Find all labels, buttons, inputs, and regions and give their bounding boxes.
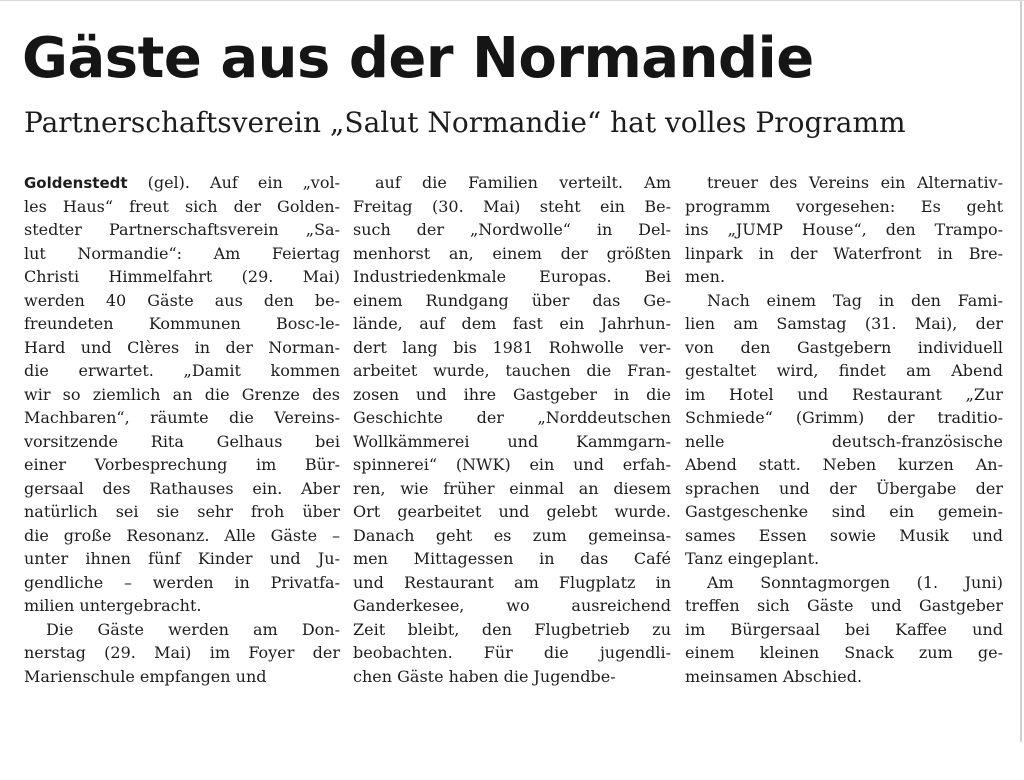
text-line: Geschichte der „Norddeutschen <box>353 408 671 427</box>
text-line-rest: (gel). Auf ein „vol- <box>147 173 340 192</box>
article-column-1 <box>24 171 340 742</box>
text-line: men Mittagessen in das Café <box>353 549 671 568</box>
text-line: dert lang bis 1981 Rohwolle ver- <box>353 337 671 357</box>
paragraph <box>24 618 340 689</box>
text-line: such der „Nordwolle“ in Del- <box>353 220 671 239</box>
text-line: Danach geht es zum gemeinsa- <box>353 525 671 545</box>
text-line: Die Gäste werden am Don- <box>46 619 340 639</box>
text-line: treuer des Vereins ein Alternativ- <box>707 173 1003 192</box>
text-line: nerstag (29. Mai) im Foyer der <box>24 643 340 662</box>
text-line: arbeitet wurde, tauchen die Fran- <box>353 361 671 380</box>
text-line: Machbaren“, räumte die Vereins- <box>24 408 340 427</box>
text-line: sprachen und der Übergabe der <box>685 478 1003 498</box>
headline: Gäste aus der Normandie <box>22 26 814 91</box>
text-line: treffen sich Gäste und Gastgeber <box>685 596 1003 615</box>
text-line: von den Gastgebern individuell <box>685 337 1003 357</box>
text-line: Zeit bleibt, den Flugbetrieb zu <box>353 619 671 639</box>
text-line: Am Sonntagmorgen (1. Juni) <box>707 572 1003 592</box>
text-line: auf die Familien verteilt. Am <box>375 173 671 192</box>
text-line: ins „JUMP House“, den Trampo- <box>685 220 1003 239</box>
text-line: Nach einem Tag in den Fami- <box>707 290 1003 310</box>
text-line: Tanz eingeplant. <box>685 549 820 568</box>
text-line: im Hotel und Restaurant „Zur <box>685 384 1003 404</box>
text-line: spinnerei“ (NWK) ein und erfah- <box>353 455 671 474</box>
text-line: Gastgeschenke sind ein gemein- <box>685 502 1003 521</box>
clipping-edge <box>1020 1 1022 742</box>
text-line: Ganderkesee, wo ausreichend <box>353 596 671 615</box>
text-line: lien am Samstag (31. Mai), der <box>685 314 1003 333</box>
text-line: sames Essen sowie Musik und <box>685 525 1003 545</box>
text-line: men. <box>685 267 726 286</box>
paragraph <box>685 289 1003 571</box>
text-line: zosen und ihre Gastgeber in die <box>353 384 671 404</box>
text-line: programm vorgesehen: Es geht <box>685 196 1003 216</box>
text-line: einer Vorbesprechung im Bür- <box>24 455 340 474</box>
text-line: lände, auf dem fast ein Jahrhun- <box>353 314 671 333</box>
text-line: Ort gearbeitet und gelebt wurde. <box>353 502 671 521</box>
text-line: gersaal des Rathauses ein. Aber <box>24 478 340 498</box>
text-line: Industriedenkmale Europas. Bei <box>353 267 671 286</box>
text-line <box>24 171 340 195</box>
text-line: les Haus“ freut sich der Golden- <box>24 196 340 216</box>
text-line: ren, wie früher einmal an diesem <box>353 478 671 498</box>
dateline: Goldenstedt <box>24 174 128 192</box>
text-line: und Restaurant am Flugplatz in <box>353 572 671 592</box>
text-line: meinsamen Abschied. <box>685 666 863 686</box>
text-line: unter ihnen fünf Kinder und Ju- <box>24 549 340 568</box>
text-line: chen Gäste haben die Jugendbe- <box>353 666 616 686</box>
text-line: stedter Partnerschaftsverein „Sa- <box>24 220 340 239</box>
text-line: Marienschule empfangen und <box>24 666 267 686</box>
subheadline: Partnerschaftsverein „Salut Normandie“ hat volles Programm <box>24 106 906 139</box>
text-line: gendliche – werden in Privatfa- <box>24 572 340 592</box>
text-line: Abend statt. Neben kurzen An- <box>685 455 1003 474</box>
text-line: milien untergebracht. <box>24 596 202 615</box>
text-line: lut Normandie“: Am Feiertag <box>24 243 340 263</box>
paragraph <box>685 571 1003 689</box>
text-line: einem Rundgang über das Ge- <box>353 290 671 310</box>
text-line: natürlich sei sie sehr froh über <box>24 502 340 521</box>
text-line: gestaltet wird, findet am Abend <box>685 361 1003 380</box>
text-line: die große Resonanz. Alle Gäste – <box>24 525 340 545</box>
text-line: menhorst an, einem der größten <box>353 243 671 263</box>
text-line: linpark in der Waterfront in Bre- <box>685 243 1003 263</box>
text-line: einem kleinen Snack zum ge- <box>685 643 1003 662</box>
text-line: Schmiede“ (Grimm) der traditio- <box>685 408 1003 427</box>
article-column-2 <box>353 171 671 742</box>
text-line: die erwartet. „Damit kommen <box>24 361 340 380</box>
text-line: Christi Himmelfahrt (29. Mai) <box>24 267 340 286</box>
text-line: freundeten Kommunen Bosc-le- <box>24 314 340 333</box>
text-line: Hard und Clères in der Norman- <box>24 337 340 357</box>
paragraph <box>685 171 1003 289</box>
text-line: im Bürgersaal bei Kaffee und <box>685 619 1003 639</box>
text-line: vorsitzende Rita Gelhaus bei <box>24 431 340 451</box>
text-line: werden 40 Gäste aus den be- <box>24 290 340 310</box>
text-line: wir so ziemlich an die Grenze des <box>24 384 340 404</box>
paragraph <box>24 171 340 618</box>
text-line: Wollkämmerei und Kammgarn- <box>353 431 671 451</box>
paragraph <box>353 171 671 688</box>
text-line: beobachten. Für die jugendli- <box>353 643 671 662</box>
text-line: Freitag (30. Mai) steht ein Be- <box>353 196 671 216</box>
text-line: nelle deutsch-französische <box>685 431 1003 451</box>
article-column-3 <box>685 171 1003 742</box>
